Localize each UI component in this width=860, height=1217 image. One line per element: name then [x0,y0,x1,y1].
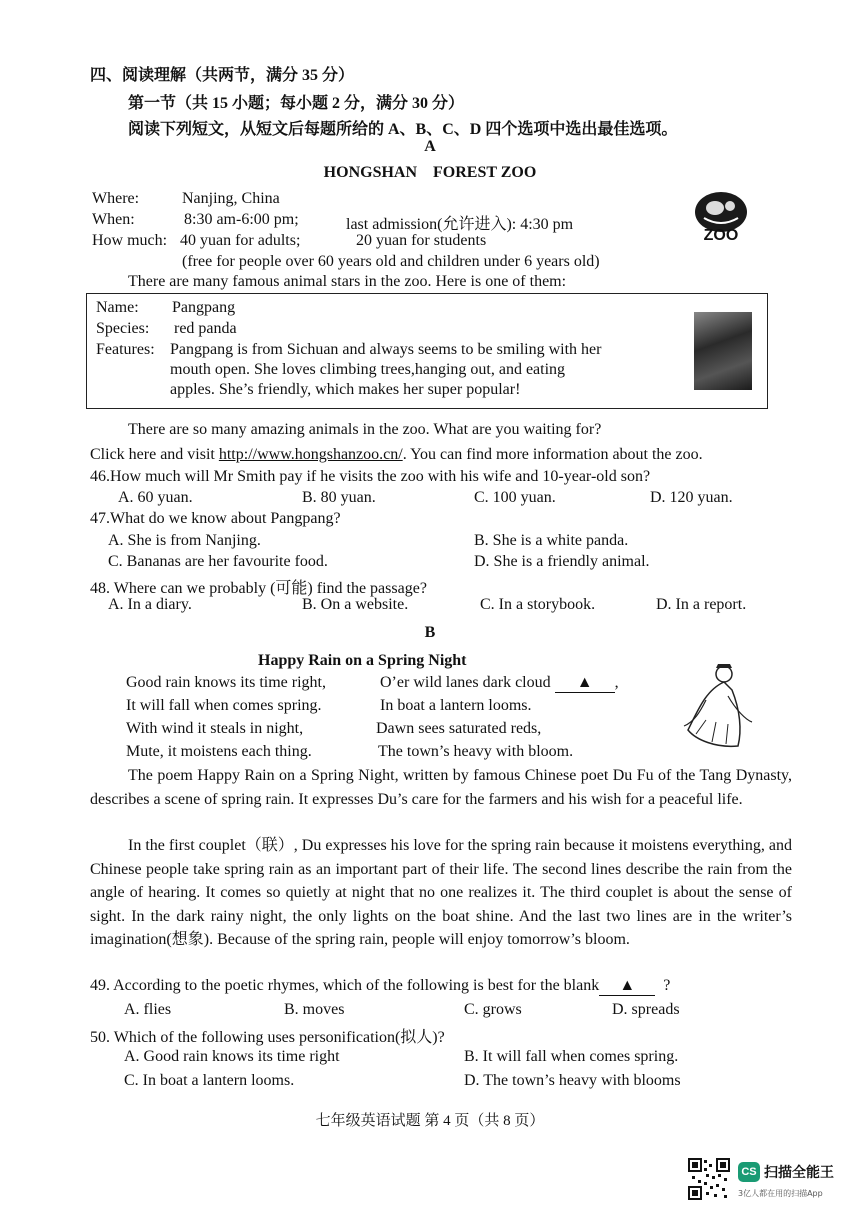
q46-option-b: B. 80 yuan. [302,489,376,506]
species-value: red panda [174,320,237,337]
poem-blank: ▲ [555,674,615,693]
q49-blank: ▲ [599,977,655,996]
qr-code-icon [688,1158,730,1200]
q49-option-c: C. grows [464,1001,522,1018]
page-footer: 七年级英语试题 第 4 页（共 8 页） [315,1113,545,1129]
zoo-logo-icon [690,188,752,244]
q48-option-d: D. In a report. [656,596,747,613]
passage-b-letter: B [424,624,436,641]
features-label: Features: [96,341,155,358]
question-48-stem: 48. Where can we probably (可能) find the passage? [90,580,427,597]
question-49-stem: 49. According to the poetic rhymes, which of the following is best for the blank ▲ ? [90,977,671,994]
q49-option-b: B. moves [284,1001,345,1018]
poem-right-2: In boat a lantern looms. [380,697,532,714]
outro-line-1: There are so many amazing animals in the zoo. What are you waiting for? [128,421,602,438]
camscanner-tagline: 3亿人都在用的扫描App [738,1189,823,1198]
section-title: 四、阅读理解（共两节，满分 35 分） [90,67,355,84]
poem-right-4: The town’s heavy with bloom. [378,743,574,760]
zoo-website-link[interactable]: http://www.hongshanzoo.cn/ [218,446,403,463]
name-label: Name: [96,299,139,316]
poem-right-1: O’er wild lanes dark cloud ▲ , [380,674,619,691]
where-label: Where: [92,190,140,207]
question-47-stem: 47.What do we know about Pangpang? [90,510,341,527]
q48-option-b: B. On a website. [302,596,409,613]
poem-left-4: Mute, it moistens each thing. [126,743,312,760]
how-much-label: How much: [92,232,168,249]
q47-option-d: D. She is a friendly animal. [474,553,650,570]
q50-option-c: C. In boat a lantern looms. [124,1072,295,1089]
features-line-3: apples. She’s friendly, which makes her super popular! [170,381,521,398]
free-note: (free for people over 60 years old and children under 6 years old) [182,253,600,270]
camscanner-logo-icon: CS [738,1162,760,1182]
passage-b-para-1: The poem Happy Rain on a Spring Night, written by famous Chinese poet Du Fu of the Tang Dynasty, describes a scene of spring rain. It expresses Du’s care for the farmers and his wish for a peaceful life. [90,767,792,808]
features-line-2: mouth open. She loves climbing trees,hanging out, and eating [170,361,566,378]
poet-illustration [676,660,756,752]
poem-left-1: Good rain knows its time right, [126,674,326,691]
when-value: 8:30 am-6:00 pm; [184,211,299,228]
last-admission: last admission(允许进入): 4:30 pm [346,216,574,233]
passage-b-para-2: In the first couplet（联）, Du expresses his love for the spring rain because it moistens everything, and Chinese people take spring rain as an important part of their life. The second lines describe the rain from the angle of hearing. It comes so quietly at night that no one realizes it. The third couplet is about the sense of sight. In the dark rainy night, the only lights on the boat shine. And the last two lines are in the writer’s imagination(想象). Because of the spring rain, people will enjoy tomorrow’s bloom. [90,837,792,948]
animal-intro: There are many famous animal stars in the zoo. Here is one of them: [128,273,567,290]
q47-option-c: C. Bananas are her favourite food. [108,553,328,570]
price-students: 20 yuan for students [356,232,487,249]
passage-a-letter: A [424,138,436,155]
q50-option-a: A. Good rain knows its time right [124,1048,340,1065]
where-value: Nanjing, China [182,190,280,207]
q46-option-c: C. 100 yuan. [474,489,556,506]
camscanner-name: 扫描全能王 [764,1165,834,1181]
poem-right-3: Dawn sees saturated reds, [376,720,542,737]
zoo-logo-text: ZOO [703,227,739,244]
q50-option-b: B. It will fall when comes spring. [464,1048,679,1065]
q47-option-a: A. She is from Nanjing. [108,532,261,549]
price-adults: 40 yuan for adults; [180,232,301,249]
poem-left-2: It will fall when comes spring. [126,697,322,714]
name-value: Pangpang [172,299,236,316]
q49-option-d: D. spreads [612,1001,680,1018]
part-title: 第一节（共 15 小题；每小题 2 分，满分 30 分） [128,95,465,112]
q47-option-b: B. She is a white panda. [474,532,629,549]
instruction: 阅读下列短文，从短文后每题所给的 A、B、C、D 四个选项中选出最佳选项。 [128,121,678,138]
question-50-stem: 50. Which of the following uses personification(拟人)? [90,1029,445,1046]
q49-option-a: A. flies [124,1001,172,1018]
features-line-1: Pangpang is from Sichuan and always seems to be smiling with her [170,341,602,358]
q46-option-d: D. 120 yuan. [650,489,733,506]
outro-line-2: Click here and visit http://www.hongshanzoo.cn/. You can find more information about the zoo. [90,446,703,463]
poem-left-3: With wind it steals in night, [126,720,304,737]
q48-option-a: A. In a diary. [108,596,192,613]
species-label: Species: [96,320,150,337]
q48-option-c: C. In a storybook. [480,596,596,613]
q50-option-d: D. The town’s heavy with blooms [464,1072,681,1089]
question-46-stem: 46.How much will Mr Smith pay if he visits the zoo with his wife and 10-year-old son? [90,468,651,485]
poem-title: Happy Rain on a Spring Night [258,652,467,669]
q46-option-a: A. 60 yuan. [118,489,193,506]
red-panda-photo [694,312,752,390]
when-label: When: [92,211,135,228]
passage-a-title: HONGSHAN FOREST ZOO [323,164,537,181]
